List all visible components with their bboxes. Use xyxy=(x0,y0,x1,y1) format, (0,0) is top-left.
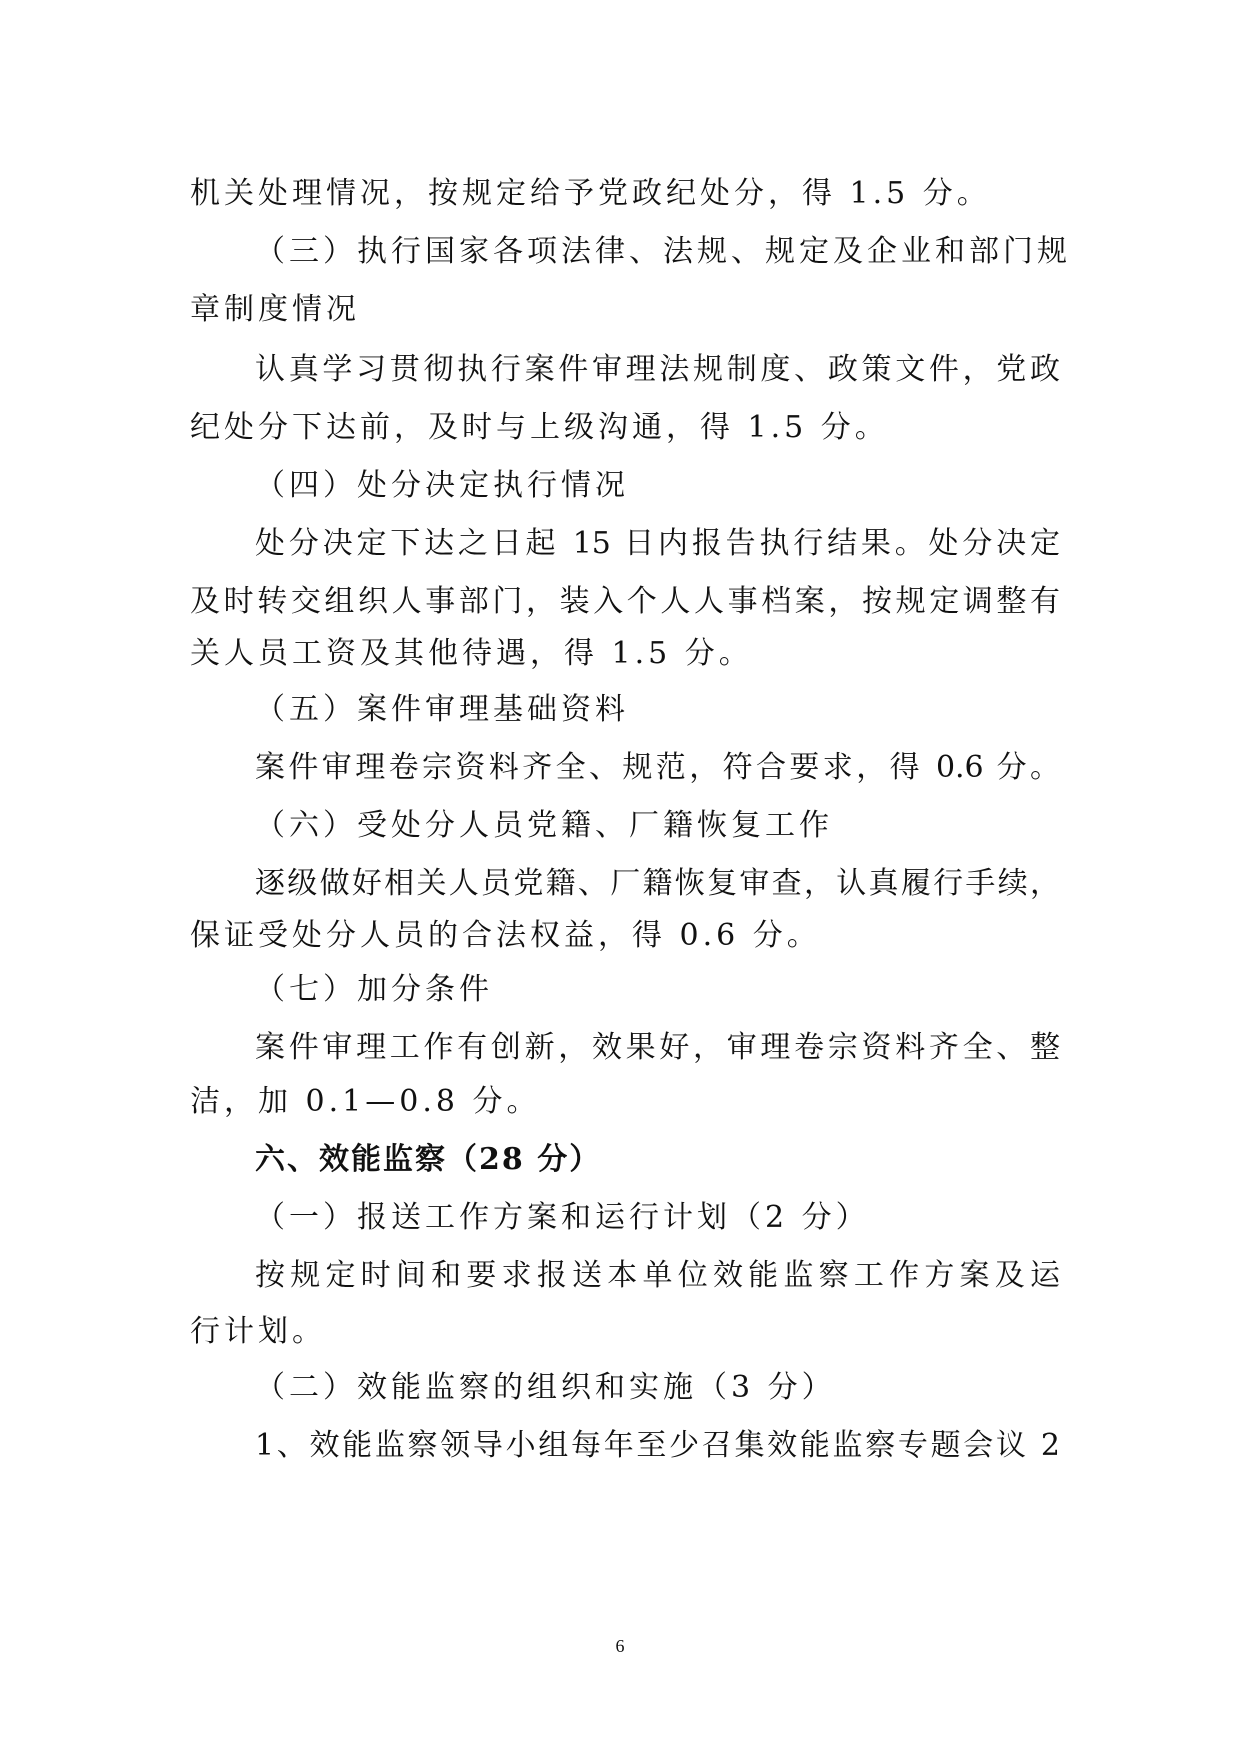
section-heading: （二）效能监察的组织和实施（3 分） xyxy=(255,1370,836,1405)
body-text-line: 纪处分下达前，及时与上级沟通，得 1.5 分。 xyxy=(190,410,889,445)
body-text-line: 案件审理卷宗资料齐全、规范，符合要求，得 0.6 分。 xyxy=(255,750,1060,785)
section-heading: （一）报送工作方案和运行计划（2 分） xyxy=(255,1200,870,1235)
section-heading: （四）处分决定执行情况 xyxy=(255,468,629,503)
body-text-line: 洁，加 0.1—0.8 分。 xyxy=(190,1084,541,1119)
body-text-line: 案件审理工作有创新，效果好，审理卷宗资料齐全、整 xyxy=(255,1030,1060,1065)
body-text-line: 1、效能监察领导小组每年至少召集效能监察专题会议 2 xyxy=(255,1428,1060,1463)
body-text-line: 处分决定下达之日起 15 日内报告执行结果。处分决定 xyxy=(255,526,1060,561)
body-text-line: 机关处理情况，按规定给予党政纪处分，得 1.5 分。 xyxy=(190,176,991,211)
body-text-line: 保证受处分人员的合法权益，得 0.6 分。 xyxy=(190,918,821,953)
section-heading: （三）执行国家各项法律、法规、规定及企业和部门规 xyxy=(255,234,1071,269)
section-heading-continued: 章制度情况 xyxy=(190,292,360,327)
body-text-line: 认真学习贯彻执行案件审理法规制度、政策文件，党政 xyxy=(255,352,1060,387)
section-heading: （六）受处分人员党籍、厂籍恢复工作 xyxy=(255,808,833,843)
body-text-line: 关人员工资及其他待遇，得 1.5 分。 xyxy=(190,636,753,671)
section-heading: （五）案件审理基础资料 xyxy=(255,692,629,727)
body-text-line: 行计划。 xyxy=(190,1314,326,1349)
body-text-line: 按规定时间和要求报送本单位效能监察工作方案及运 xyxy=(255,1258,1060,1293)
body-text-line: 逐级做好相关人员党籍、厂籍恢复审查，认真履行手续， xyxy=(255,866,1060,901)
page-number: 6 xyxy=(615,1636,625,1656)
chapter-heading: 六、效能监察（28 分） xyxy=(255,1142,602,1177)
section-heading: （七）加分条件 xyxy=(255,972,493,1007)
body-text-line: 及时转交组织人事部门，装入个人人事档案，按规定调整有 xyxy=(190,584,1060,619)
